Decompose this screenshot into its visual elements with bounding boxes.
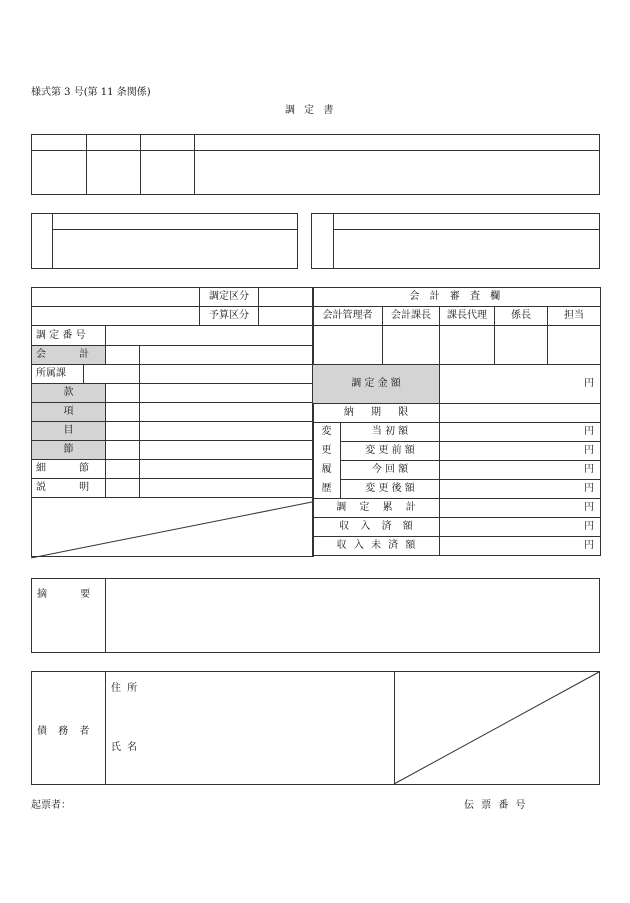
kou-label: 項 — [32, 403, 106, 422]
henkougo-label: 変 更 後 額 — [341, 480, 440, 499]
audit-title: 会 計 審 査 欄 — [313, 288, 601, 307]
diagonal-line-left — [31, 501, 313, 559]
saisetsu-label: 細 節 — [32, 460, 106, 479]
tousho-value[interactable]: 円 — [440, 423, 601, 442]
chotei-kingaku-label: 調 定 金 額 — [313, 365, 440, 404]
moku-label: 目 — [32, 422, 106, 441]
shunyuzumi-label: 収 入 済 額 — [313, 518, 440, 537]
debtor-address-input[interactable] — [140, 675, 390, 715]
right-main-table — [312, 287, 601, 556]
rireki-char-1: 変 — [313, 423, 341, 442]
audit-col-kaikeikanrisha: 会計管理者 — [313, 307, 383, 326]
chotei-kingaku-value[interactable]: 円 — [440, 365, 601, 404]
diagonal-line-right — [394, 671, 600, 785]
stamp-tanto[interactable] — [548, 326, 601, 365]
shozokuka-label: 所属課 — [32, 365, 84, 384]
debtor-name-label: 氏 名 — [111, 742, 138, 753]
rireki-char-4: 歴 — [313, 480, 341, 499]
chotei-kubun-value[interactable] — [259, 288, 314, 307]
rireki-char-3: 履 — [313, 461, 341, 480]
shunyuzumi-value[interactable]: 円 — [440, 518, 601, 537]
rireki-char-2: 更 — [313, 442, 341, 461]
tekiyo-input[interactable] — [106, 579, 599, 652]
debtor-label: 債 務 者 — [37, 726, 90, 737]
chotei-bango-label: 調 定 番 号 — [32, 326, 106, 346]
misuzumi-label: 収 入 未 済 額 — [313, 537, 440, 556]
noki-value[interactable] — [440, 404, 601, 423]
tekiyo-label: 摘 要 — [37, 589, 91, 600]
konkai-value[interactable]: 円 — [440, 461, 601, 480]
debtor-name-input[interactable] — [140, 732, 390, 772]
konkai-label: 今 回 額 — [341, 461, 440, 480]
noki-label: 納 期 限 — [313, 404, 440, 423]
debtor-address-label: 住 所 — [111, 683, 138, 694]
page-title: 調 定 書 — [285, 105, 337, 116]
chotei-kubun-label: 調定区分 — [200, 288, 259, 307]
yosan-kubun-label: 予算区分 — [200, 307, 259, 326]
henkoumae-label: 変 更 前 額 — [341, 442, 440, 461]
stamp-kakaricho[interactable] — [495, 326, 548, 365]
stamp-kaikeikanrisha[interactable] — [313, 326, 383, 365]
audit-col-kachodairi: 課長代理 — [440, 307, 495, 326]
kan-label: 款 — [32, 384, 106, 403]
kihyosha-label: 起票者： — [31, 800, 71, 811]
henkougo-value[interactable]: 円 — [440, 480, 601, 499]
denpyo-bango-label: 伝 票 番 号 — [464, 800, 526, 811]
left-box — [31, 213, 298, 269]
stamp-kachodairi[interactable] — [440, 326, 495, 365]
audit-col-kakaricho: 係長 — [495, 307, 548, 326]
chotei-bango-value[interactable] — [106, 326, 314, 346]
tousho-label: 当 初 額 — [341, 423, 440, 442]
ruikei-label: 調 定 累 計 — [313, 499, 440, 518]
audit-col-tanto: 担当 — [548, 307, 601, 326]
misuzumi-value[interactable]: 円 — [440, 537, 601, 556]
right-box — [311, 213, 600, 269]
setsumei-label: 説 明 — [32, 479, 106, 498]
stamp-kaikeikacho[interactable] — [383, 326, 440, 365]
kaikei-label: 会 計 — [32, 346, 106, 365]
audit-col-kaikeikacho: 会計課長 — [383, 307, 440, 326]
ruikei-value[interactable]: 円 — [440, 499, 601, 518]
top-table — [31, 134, 600, 195]
henkoumae-value[interactable]: 円 — [440, 442, 601, 461]
setsu-label: 節 — [32, 441, 106, 460]
form-number: 様式第 3 号(第 11 条関係) — [31, 87, 151, 98]
yosan-kubun-value[interactable] — [259, 307, 314, 326]
